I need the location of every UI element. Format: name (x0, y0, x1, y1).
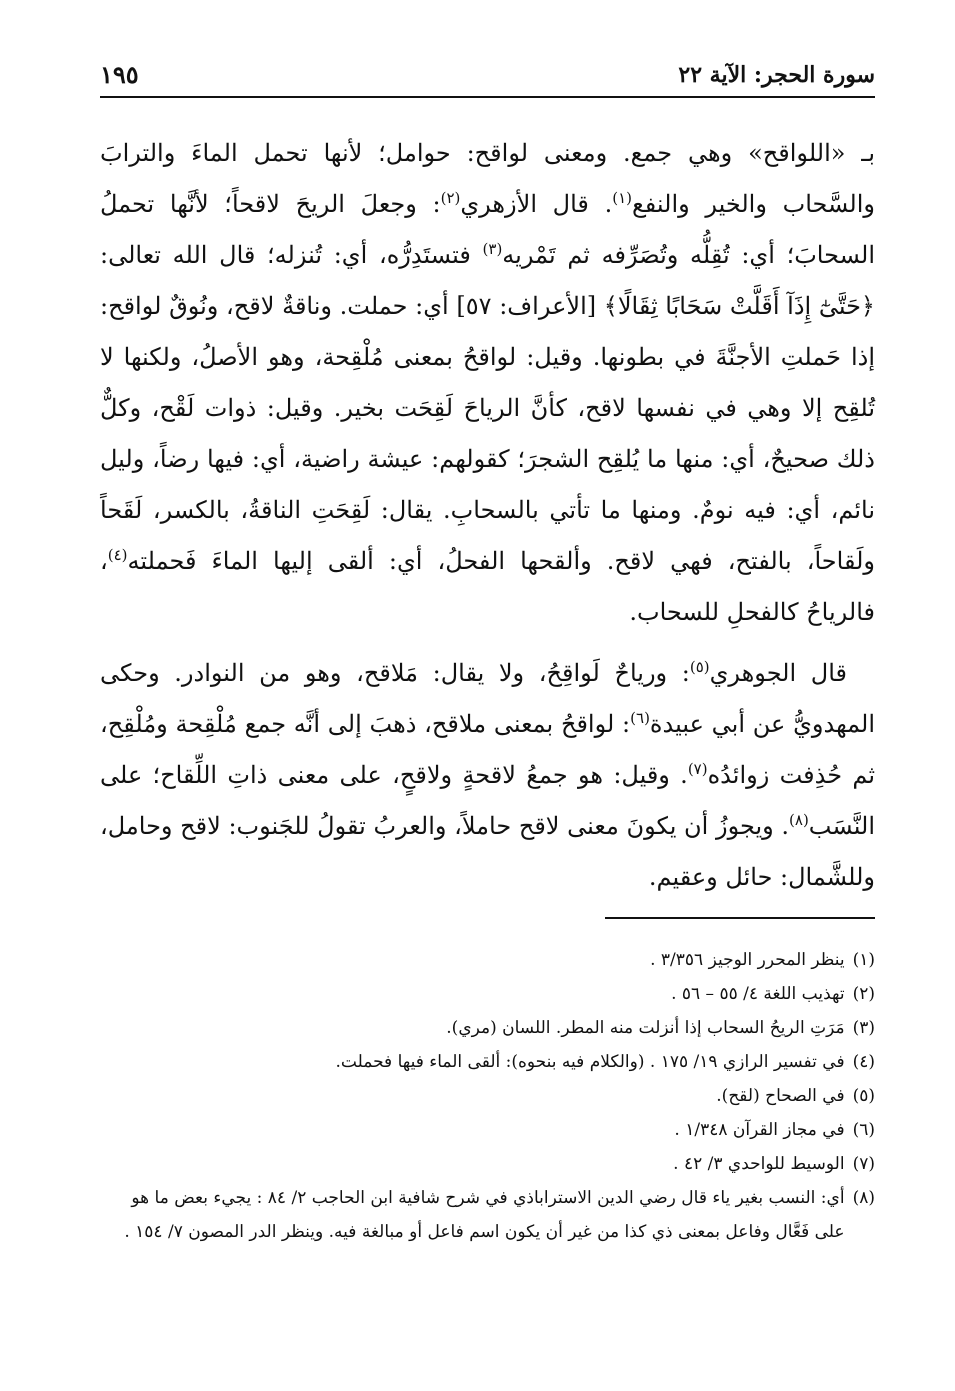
text-run: . ويجوزُ أن يكونَ معنى لاقح حاملاً، والعربُ تقولُ للجَنوب: لاقح وحامل، وللشَّمال: حائل وعقيم. (100, 812, 875, 891)
footnote-number: (٨) (852, 1188, 875, 1208)
footnote-2 (100, 977, 875, 1011)
footnotes (100, 943, 875, 1249)
footnote-text: أي: النسب بغير ياء قال رضي الدين الاستراباذي في شرح شافية ابن الحاجب ٢/ ٨٤ : يجيء بعض ما هو على فَعَّال وفاعل بمعنى ذي كذا من غير أن يكون اسم فاعل أو مبالغة فيه. وينظر الدر المصون ٧/ ١٥٤ . (124, 1188, 845, 1242)
footnote-number: (٤) (852, 1052, 875, 1072)
footnote-3 (100, 1011, 875, 1045)
footnote-number: (٥) (852, 1086, 875, 1106)
footnote-text: الوسيط للواحدي ٣/ ٤٢ . (673, 1154, 845, 1174)
footnote-ref-5[interactable]: (٥) (689, 658, 710, 676)
footnote-8 (100, 1181, 875, 1249)
footnote-text: ينظر المحرر الوجيز ٣/٣٥٦ . (650, 950, 845, 970)
footnote-number: (٦) (852, 1120, 875, 1140)
book-page (100, 60, 875, 1351)
running-title: سورة الحجر: الآية ٢٢ (678, 62, 875, 88)
footnote-ref-2[interactable]: (٢) (440, 189, 461, 207)
text-run: بـ «اللواقح» وهي جمع. ومعنى لواقح: حوامل؛ لأنها تحمل الماءَ والترابَ والسَّحاب والخير والنفع (100, 139, 875, 218)
text-run: : لواقحُ بمعنى ملاقح، ذهبَ إلى أنَّه جمع مُلْقِحة ومُلْقِح، ثم حُذِفت زوائدُه (100, 710, 875, 789)
footnote-7 (100, 1147, 875, 1181)
paragraph-1 (100, 128, 875, 638)
text-run: ، فالرياحُ كالفحلِ للسحاب. (100, 547, 875, 626)
footnote-6 (100, 1113, 875, 1147)
footnote-ref-4[interactable]: (٤) (107, 546, 128, 564)
text-run: قال الجوهري (709, 659, 847, 687)
page-number: ١٩٥ (100, 60, 139, 89)
footnote-text: مَرَتِ الريحُ السحاب إذا أنزلت منه المطر. اللسان (مري). (446, 1018, 845, 1038)
footnote-text: تهذيب اللغة ٤/ ٥٥ – ٥٦ . (671, 984, 845, 1004)
footnote-separator (605, 917, 875, 919)
footnote-ref-7[interactable]: (٧) (687, 760, 708, 778)
text-run: . وقيل: هو جمعُ لاقحةٍ ولاقحٍ، على معنى ذاتِ اللِّقاح؛ على النَّسَب (100, 761, 875, 840)
footnote-ref-8[interactable]: (٨) (789, 811, 809, 829)
text-run: . قال الأزهري (460, 190, 613, 218)
footnote-ref-1[interactable]: (١) (612, 189, 632, 207)
footnote-number: (١) (852, 950, 875, 970)
footnote-1 (100, 943, 875, 977)
text-run: فتستَدِرُّه، أي: تُنزله؛ قال الله تعالى: ﴿حَتَّىٰٓ إِذَآ أَقَلَّتْ سَحَابًا ثِقَالًا﴾ [الأعراف: ٥٧] أي: حملت. وناقةٌ لاقح، ونُوقٌ لواقح: إذا حَملتِ الأجنَّةَ في بطونها. وقيل: لواقحُ بمعنى مُلْقِحة، وهو الأصلُ، ولكنها لا تُلقِح إلا وهي في نفسها لاقح، كأنَّ الرياحَ لَقِحَت بخير. وقيل: ذوات لَقْح، وكلٌّ ذلك صحيحٌ، أي: منها ما يُلقِح الشجرَ؛ كقولهم: عيشة راضية، أي: فيها رضاً، وليل نائم، أي: فيه نومٌ. ومنها ما تأتي بالسحابِ. يقال: لَقِحَتِ الناقةُ، بالكسر، لَقَحاً ولَقاحاً، بالفتح، فهي لاقح. وألقحها الفحلُ، أي: ألقى إليها الماءَ فَحملته (100, 241, 876, 575)
text-run: : ورياحٌ لَواقِحُ، ولا يقال: مَلاقح، وهو من النوادر. وحكى المهدويُّ عن أبي عبيدة (100, 659, 875, 738)
footnote-ref-6[interactable]: (٦) (630, 709, 650, 727)
text-run: : وجعلَ الريحَ لاقحاً؛ لأنَّها تحملُ السحابَ؛ أي: تُقِلُّه وتُصَرِّفه ثم تَمْريه (100, 190, 875, 269)
footnote-ref-3[interactable]: (٣) (482, 240, 503, 258)
footnote-number: (٣) (852, 1018, 875, 1038)
paragraph-2 (100, 648, 875, 903)
footnote-4 (100, 1045, 875, 1079)
page-header (100, 60, 875, 98)
footnote-number: (٢) (852, 984, 875, 1004)
footnote-text: في تفسير الرازي ١٩/ ١٧٥ . (والكلام فيه بنحوه): ألقى الماء فيها فحملت. (335, 1052, 845, 1072)
footnote-5 (100, 1079, 875, 1113)
footnote-text: في مجاز القرآن ١/٣٤٨ . (674, 1120, 845, 1140)
footnote-text: في الصحاح (لقح). (716, 1086, 845, 1106)
main-text (100, 128, 875, 903)
footnote-number: (٧) (852, 1154, 875, 1174)
